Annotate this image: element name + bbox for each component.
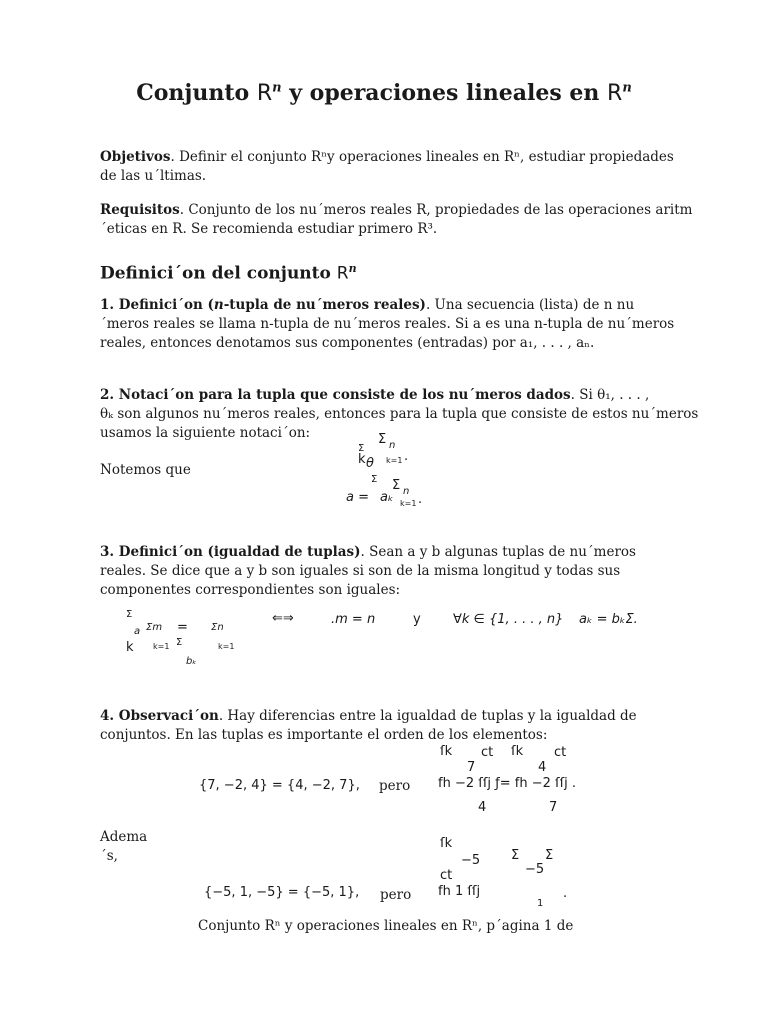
page-title: Conjunto $R^n$ y operaciones lineales en $R^n$ — [136, 80, 632, 106]
requisitos-paragraph: Requisitos. Conjunto de los nu´meros reales R, propiedades de las operaciones aritm ´eticas en R. Se recomienda estudiar primero R³. — [100, 202, 693, 237]
ademas-text-2: ´s, — [100, 848, 118, 864]
definition-2: 2. Notaci´on para la tupla que consiste de los nu´meros dados. Si θ₁, . . . , θₖ son algunos nu´meros reales, entonces para la tupla que consiste de estos nu´meros usamos la siguiente notaci´on: — [100, 387, 699, 441]
observation-4: 4. Observaci´on. Hay diferencias entre la igualdad de tuplas y la igualdad de conjuntos. En las tuplas es importante el orden de los elementos: — [100, 708, 637, 743]
page-footer: Conjunto Rⁿ y operaciones lineales en Rⁿ, p´agina 1 de — [198, 918, 574, 934]
definition-3: 3. Definici´on (igualdad de tuplas). Sean a y b algunas tuplas de nu´meros reales. Se dice que a y b son iguales si son de la misma longitud y todas sus componentes correspondientes son iguales: — [100, 544, 636, 598]
section-heading: Definici´on del conjunto $R^n$ — [100, 262, 357, 284]
definition-1: 1. Definici´on (n-tupla de nu´meros reales). Una secuencia (lista) de n nu ´meros reales se llama n-tupla de nu´meros reales. Si a es una n-tupla de nu´meros reales, entonces denotamos sus componentes (entradas) por a₁, . . . , aₙ. — [100, 297, 675, 351]
objetivos-paragraph: Objetivos. Definir el conjunto Rⁿy operaciones lineales en Rⁿ, estudiar propiedades de las u´ltimas. — [100, 149, 674, 184]
requisitos-label: Requisitos — [100, 202, 180, 218]
objetivos-label: Objetivos — [100, 149, 171, 165]
notemos-text: Notemos que — [100, 462, 191, 478]
ademas-text-1: Adema — [100, 829, 148, 845]
